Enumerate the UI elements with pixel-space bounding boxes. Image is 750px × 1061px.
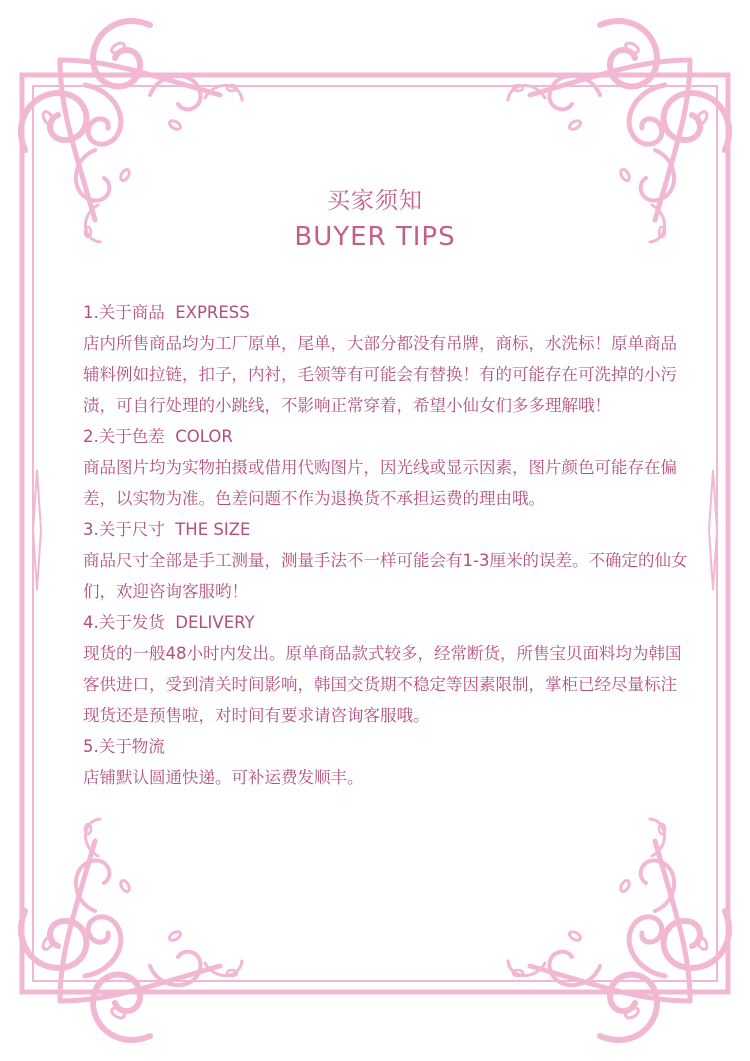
section-heading: 1.关于商品 EXPRESS — [83, 303, 250, 322]
section-body: 店内所售商品均为工厂原单，尾单，大部分都没有吊牌，商标，水洗标！原单商品辅料例如拉链，扣子，内衬，毛领等有可能会有替换！有的可能存在可洗掉的小污渍，可自行处理的小跳线，不影响正常穿着，希望小仙女们多多理解哦！ — [83, 334, 677, 415]
page-subtitle: BUYER TIPS — [294, 222, 456, 252]
tips-content — [83, 297, 693, 793]
section-express — [83, 297, 693, 421]
section-body: 商品尺寸全部是手工测量，测量手法不一样可能会有1-3厘米的误差。不确定的仙女们，欢迎咨询客服哟！ — [83, 551, 688, 601]
section-heading: 4.关于发货 DELIVERY — [83, 613, 255, 632]
section-color — [83, 421, 693, 514]
section-logistics — [83, 731, 693, 793]
page-title: 买家须知 — [327, 188, 423, 214]
section-body: 店铺默认圆通快递。可补运费发顺丰。 — [83, 768, 364, 787]
section-body: 现货的一般48小时内发出。原单商品款式较多，经常断货，所售宝贝面料均为韩国客供进口，受到清关时间影响，韩国交货期不稳定等因素限制，掌柜已经尽量标注现货还是预售啦，对时间有要求请咨询客服哦。 — [83, 644, 682, 725]
section-heading: 2.关于色差 COLOR — [83, 427, 233, 446]
section-size — [83, 514, 693, 607]
section-heading: 5.关于物流 — [83, 737, 165, 756]
section-heading: 3.关于尺寸 THE SIZE — [83, 520, 251, 539]
section-delivery — [83, 607, 693, 731]
section-body: 商品图片均为实物拍摄或借用代购图片，因光线或显示因素，图片颜色可能存在偏差，以实物为准。色差问题不作为退换货不承担运费的理由哦。 — [83, 458, 677, 508]
